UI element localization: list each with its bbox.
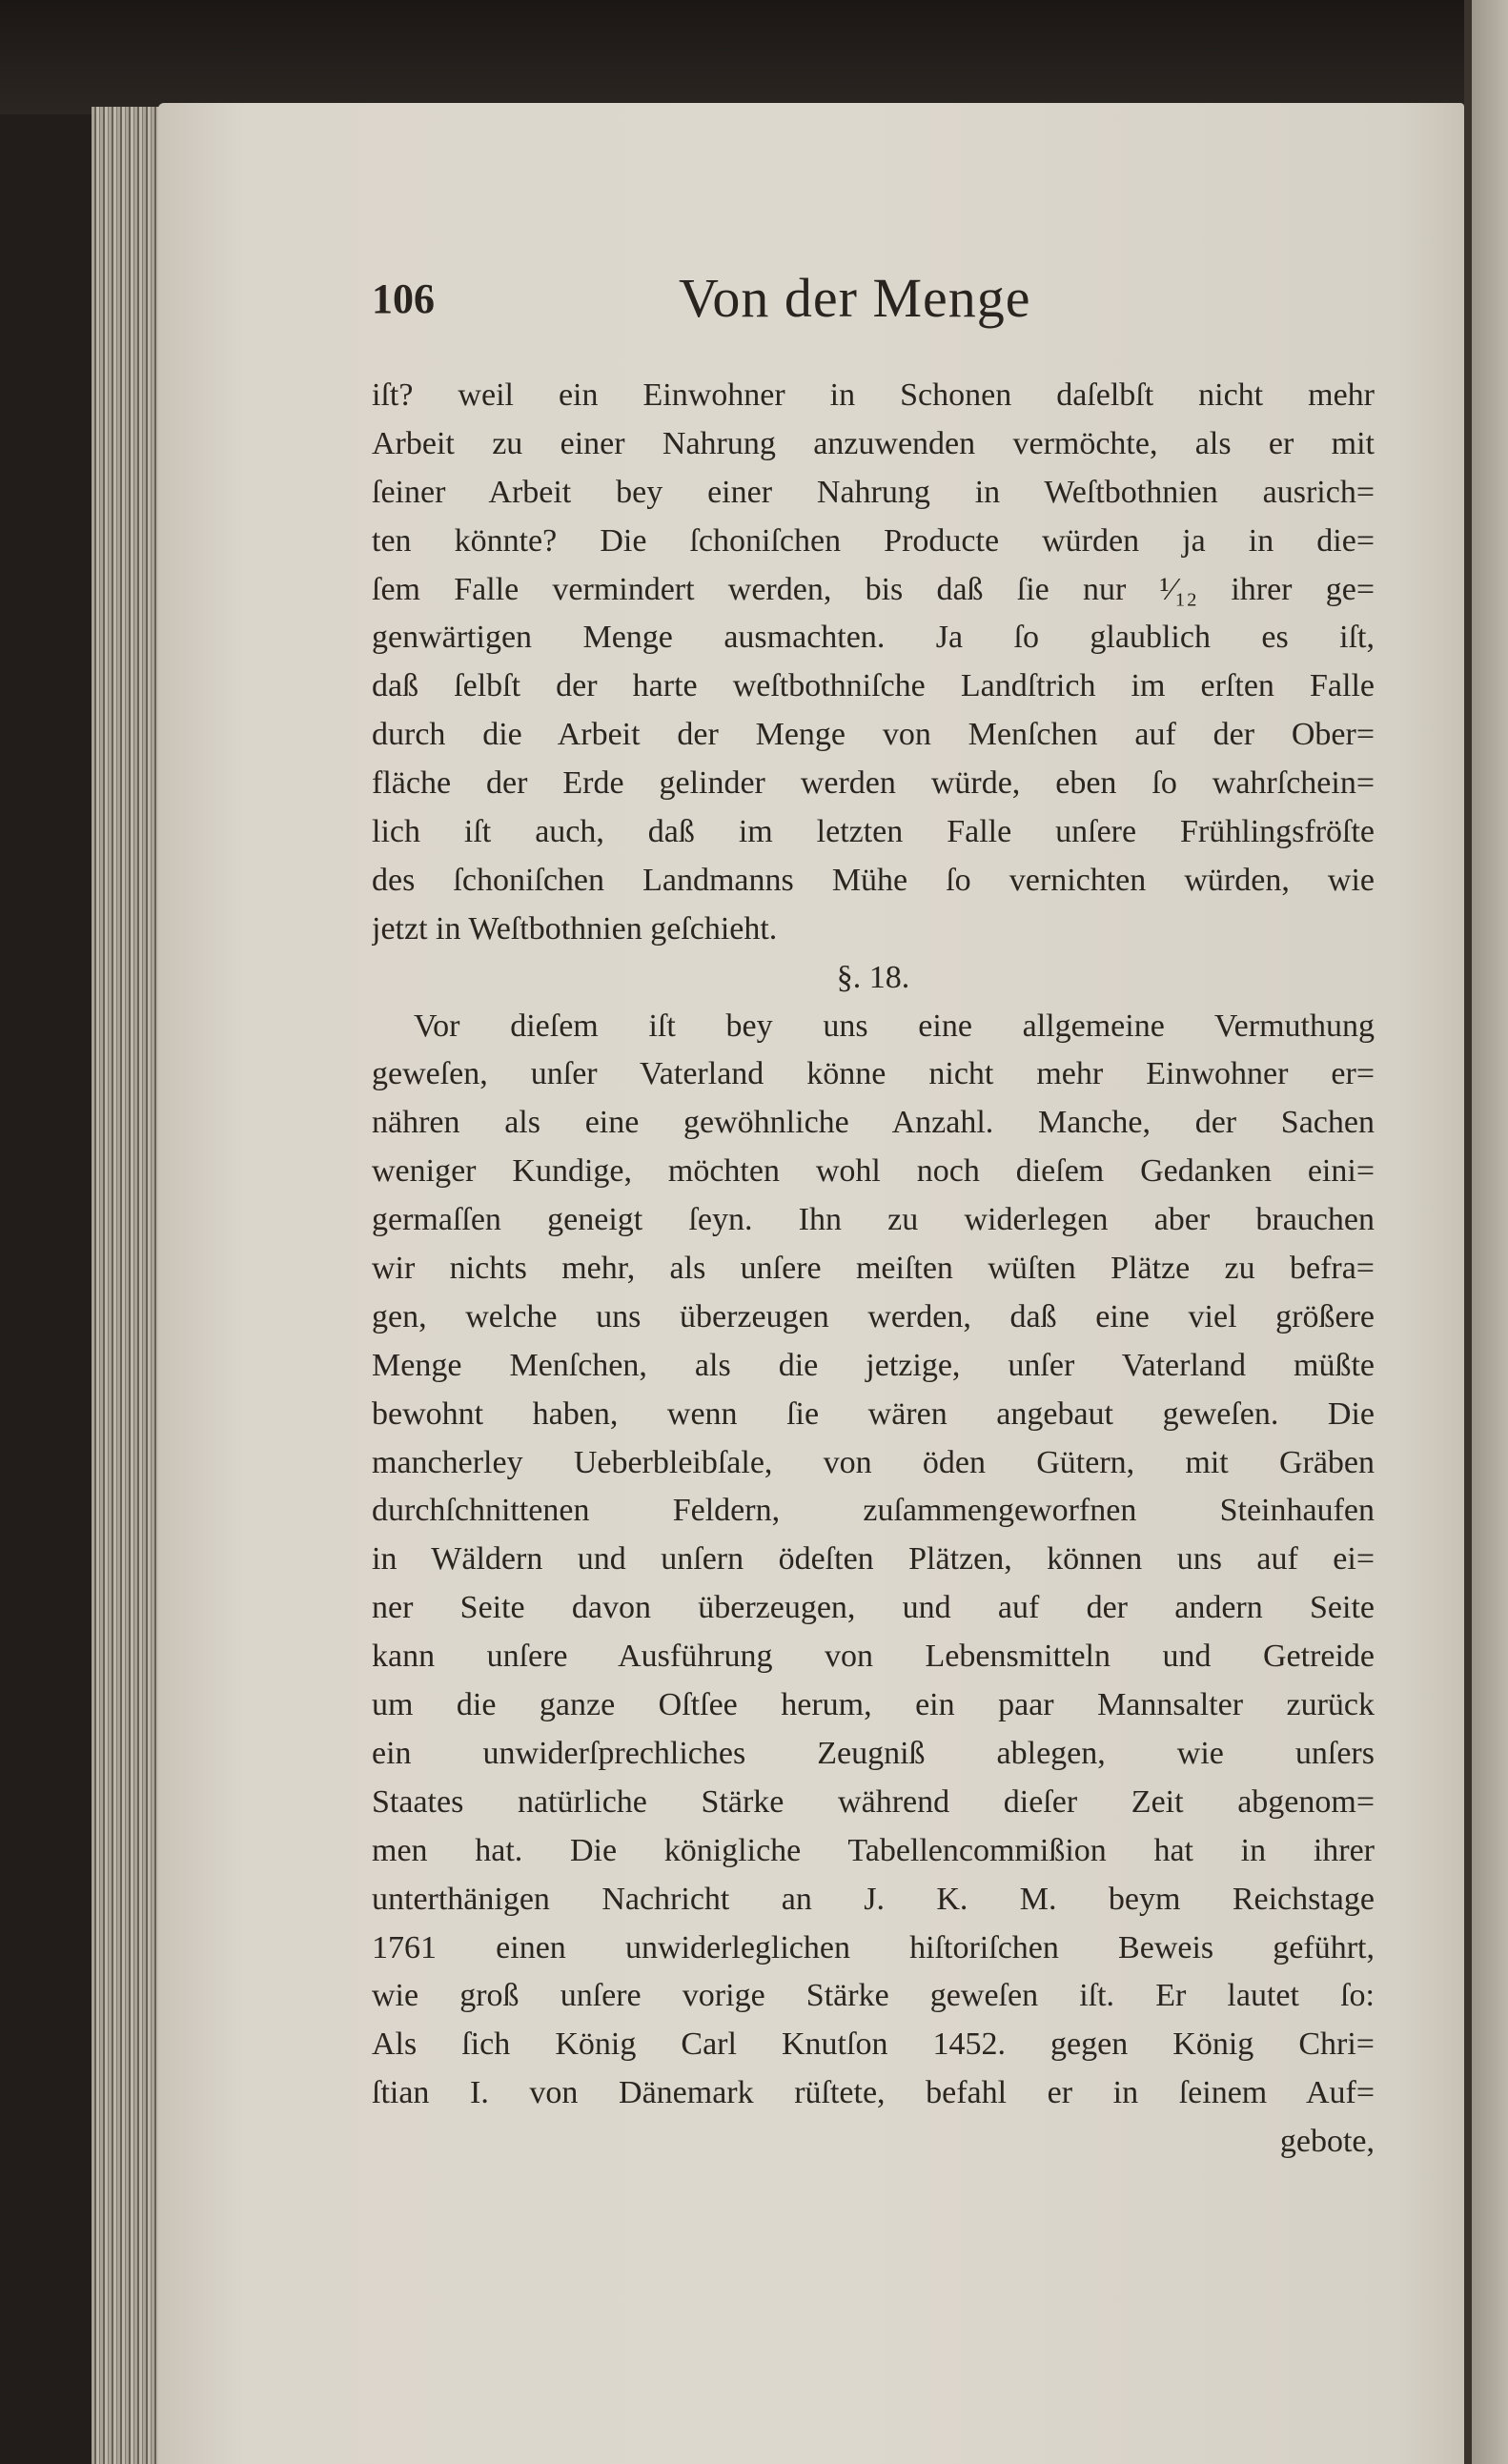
- text-line: nähren als eine gewöhnliche Anzahl. Manche, der Sachen: [372, 1105, 1375, 1141]
- text-line: 1761 einen unwiderleglichen hiſtoriſchen Beweis geführt,: [372, 1929, 1375, 1965]
- top-shadow: [0, 0, 1508, 114]
- page-number: 106: [372, 275, 435, 322]
- text-line: fläche der Erde gelinder werden würde, eben ſo wahrſchein=: [372, 765, 1375, 802]
- text-line: durchſchnittenen Feldern, zuſammengeworfnen Steinhaufen: [372, 1493, 1375, 1529]
- text-line: ten könnte? Die ſchoniſchen Producte würden ja in die=: [372, 522, 1375, 559]
- running-title: Von der Menge: [679, 267, 1031, 329]
- text-line: unterthänigen Nachricht an J. K. M. beym Reichstage: [372, 1881, 1375, 1917]
- text-line: ſem Falle vermindert werden, bis daß ſie nur ¹⁄₁₂ ihrer ge=: [372, 571, 1375, 607]
- text-line: germaſſen geneigt ſeyn. Ihn zu widerlegen aber brauchen: [372, 1202, 1375, 1238]
- paragraph-end-line: jetzt in Weſtbothnien geſchieht.: [372, 910, 778, 947]
- next-page-strip: [1472, 0, 1508, 2464]
- text-line: ſtian I. von Dänemark rüſtete, befahl er in ſeinem Auf=: [372, 2075, 1375, 2111]
- text-line: kann unſere Ausführung von Lebensmitteln und Getreide: [372, 1639, 1375, 1675]
- text-line: men hat. Die königliche Tabellencommißion hat in ihrer: [372, 1832, 1375, 1868]
- running-head: [372, 269, 1375, 328]
- text-line: durch die Arbeit der Menge von Menſchen auf der Ober=: [372, 717, 1375, 753]
- body-text: [372, 372, 1375, 2167]
- text-line: Arbeit zu einer Nahrung anzuwenden vermöchte, als er mit: [372, 425, 1375, 461]
- page-edges-gutter: [92, 107, 160, 2464]
- text-line: des ſchoniſchen Landmanns Mühe ſo vernichten würden, wie: [372, 862, 1375, 898]
- text-line: ein unwiderſprechliches Zeugniß ablegen, wie unſers: [372, 1735, 1375, 1771]
- text-line: wie groß unſere vorige Stärke geweſen iſt. Er lautet ſo:: [372, 1978, 1375, 2014]
- paragraph-first-line: Vor dieſem iſt bey uns eine allgemeine Vermuthung: [414, 1008, 1375, 1044]
- text-line: um die ganze Oſtſee herum, ein paar Mannsalter zurück: [372, 1687, 1375, 1723]
- catchword: gebote,: [1279, 2124, 1375, 2160]
- text-line: Staates natürliche Stärke während dieſer Zeit abgenom=: [372, 1783, 1375, 1820]
- text-line: in Wäldern und unſern ödeſten Plätzen, können uns auf ei=: [372, 1541, 1375, 1578]
- text-line: genwärtigen Menge ausmachten. Ja ſo glaublich es iſt,: [372, 620, 1375, 656]
- text-line: mancherley Ueberbleibſale, von öden Gütern, mit Gräben: [372, 1444, 1375, 1480]
- section-heading: §. 18.: [836, 959, 910, 995]
- text-line: iſt? weil ein Einwohner in Schonen daſelbſt nicht mehr: [372, 377, 1375, 413]
- right-page-edge: [1464, 0, 1472, 2464]
- text-line: ner Seite davon überzeugen, und auf der andern Seite: [372, 1590, 1375, 1626]
- text-line: gen, welche uns überzeugen werden, daß eine viel größere: [372, 1298, 1375, 1334]
- text-line: Als ſich König Carl Knutſon 1452. gegen König Chri=: [372, 2026, 1375, 2063]
- text-line: ſeiner Arbeit bey einer Nahrung in Weſtbothnien ausrich=: [372, 474, 1375, 510]
- text-line: geweſen, unſer Vaterland könne nicht mehr Einwohner er=: [372, 1056, 1375, 1092]
- text-line: Menge Menſchen, als die jetzige, unſer Vaterland müßte: [372, 1347, 1375, 1383]
- text-line: weniger Kundige, möchten wohl noch dieſem Gedanken eini=: [372, 1153, 1375, 1190]
- text-line: lich iſt auch, daß im letzten Falle unſere Frühlingsfröſte: [372, 814, 1375, 850]
- text-line: daß ſelbſt der harte weſtbothniſche Landſtrich im erſten Falle: [372, 668, 1375, 704]
- text-line: bewohnt haben, wenn ſie wären angebaut geweſen. Die: [372, 1395, 1375, 1432]
- text-line: wir nichts mehr, als unſere meiſten wüſten Plätze zu befra=: [372, 1251, 1375, 1287]
